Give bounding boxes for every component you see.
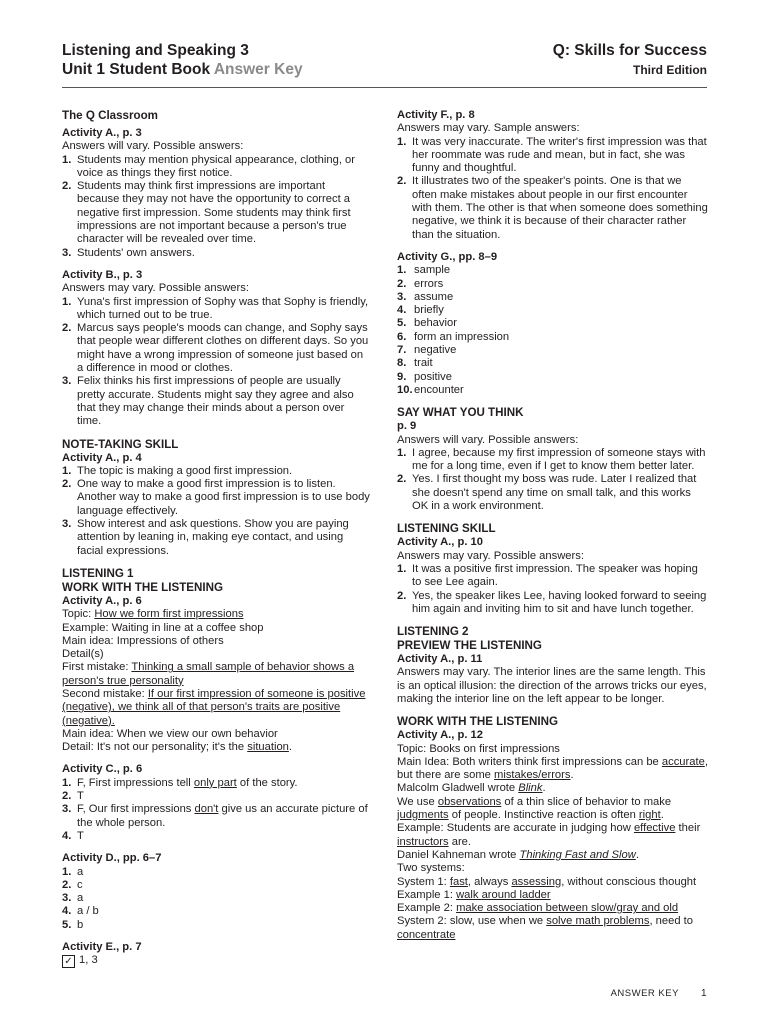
section-heading-note-taking: NOTE-TAKING SKILL (62, 437, 179, 451)
author-line (397, 782, 709, 795)
edition-label: Third Edition (633, 63, 707, 77)
answer-list (62, 777, 370, 843)
item-text: Felix thinks his first impressions of people are usually pretty accurate. Students might say they agree and also that they may change their minds about a person over time. (77, 375, 354, 428)
line-answer: right (638, 809, 661, 822)
activity-label: Activity B., p. 3 (62, 268, 143, 281)
item-text: T (77, 829, 84, 842)
list-item (62, 322, 370, 375)
line-answer: walk around ladder (456, 888, 551, 901)
item-number: 4. (62, 829, 72, 842)
example-line (397, 822, 709, 849)
item-number: 7. (397, 344, 407, 357)
first-mistake-line (62, 661, 370, 688)
item-text: behavior (414, 317, 457, 330)
line-text: , but there are some (397, 755, 708, 782)
details-line: Detail(s) (62, 648, 104, 661)
answer-list (62, 296, 370, 429)
item-number: 3. (62, 518, 72, 531)
section-heading-listening-2: LISTENING 2 (397, 625, 469, 639)
unit-title-main: Unit 1 Student Book (62, 61, 211, 78)
item-number: 4. (62, 905, 72, 918)
list-item (62, 919, 370, 932)
line-text: System 1: (397, 875, 450, 888)
list-item (397, 447, 709, 474)
list-item (62, 180, 370, 246)
line-text: Main Idea: Both writers think first impressions can be (397, 755, 662, 768)
list-item (397, 317, 709, 330)
item-text: F, First impressions tell (77, 776, 194, 789)
page-number: 1 (700, 988, 707, 999)
first-mistake-answer: Thinking a small sample of behavior shows a person's true personality (62, 661, 355, 687)
item-text: form an impression (414, 330, 510, 343)
item-text: F, Our first impressions (77, 803, 195, 816)
activity-label: Activity A., p. 10 (397, 536, 484, 549)
item-number: 1. (397, 446, 407, 459)
item-number: 3. (62, 892, 72, 905)
item-text: T (77, 790, 84, 803)
section-heading-say-what-you-think: SAY WHAT YOU THINK (397, 406, 524, 420)
line-answer: mistakes/errors (494, 769, 571, 782)
book-title-answer: Blink (518, 782, 543, 795)
line-text: their (675, 822, 701, 835)
item-text: Students' own answers. (77, 246, 195, 259)
activity-label: Activity A., p. 3 (62, 127, 142, 139)
list-item (397, 590, 709, 617)
line-text: Example 2: (397, 902, 457, 915)
list-item (397, 563, 709, 590)
list-item (62, 478, 370, 518)
answer-list (397, 136, 709, 242)
line-text: System 2: slow, use when we (397, 915, 547, 928)
list-item (397, 264, 709, 277)
section-heading-q-classroom: The Q Classroom (62, 109, 158, 122)
list-item (62, 375, 370, 428)
line-text: Daniel Kahneman wrote (397, 848, 520, 861)
list-item (397, 473, 709, 513)
example-1-line (397, 889, 709, 902)
page-header-left (62, 41, 303, 79)
item-answer: only part (193, 776, 237, 789)
line-answer: solve math problems (546, 915, 650, 928)
item-text: Yuna's first impression of Sophy was that Sophy is friendly, which turned out to be true. (77, 295, 369, 321)
item-number: 10. (397, 383, 413, 396)
list-item (397, 344, 709, 357)
system-1-line (397, 876, 709, 889)
line-text: . (635, 848, 639, 861)
item-number: 1. (62, 464, 72, 477)
line-text: . (542, 782, 546, 795)
item-number: 2. (397, 277, 407, 290)
line-answer: accurate (661, 755, 705, 768)
list-item (62, 830, 370, 843)
topic-line: Topic: Books on first impressions (397, 742, 560, 755)
item-text: The topic is making a good first impression. (77, 464, 293, 477)
item-number: 5. (397, 317, 407, 330)
line-answer: make association between slow/gray and old (456, 902, 679, 915)
item-number: 8. (397, 357, 407, 370)
detail-text: Detail: It's not our personality; it's the (62, 741, 248, 754)
book-title-answer: Thinking Fast and Slow (519, 848, 636, 861)
item-text: Yes. I first thought my boss was rude. Later I realized that she doesn't spend any time on small talk, and this works OK in a work environment. (412, 473, 697, 513)
main-idea-line: Main idea: When we view our own behavior (62, 727, 278, 740)
item-text: Show interest and ask questions. Show you are paying attention by leaning in, making eye contact, and using facial expressions. (77, 518, 349, 557)
line-answer: fast (449, 875, 468, 888)
item-number: 1. (62, 776, 72, 789)
second-mistake-label: Second mistake: (62, 687, 148, 700)
activity-label: Activity F., p. 8 (397, 109, 475, 121)
list-item (62, 154, 370, 181)
answer-list (397, 264, 709, 397)
section-heading-listening-skill: LISTENING SKILL (397, 522, 496, 536)
item-number: 2. (62, 878, 72, 891)
item-text: b (77, 918, 84, 931)
line-text: are. (448, 835, 471, 848)
checkbox-answer: 1, 3 (79, 954, 98, 967)
list-item (62, 892, 370, 905)
answer-intro: Answers may vary. Sample answers: (397, 122, 580, 135)
example-2-line (397, 902, 709, 915)
list-item (62, 777, 370, 790)
item-number: 2. (62, 322, 72, 335)
item-text: errors (414, 277, 444, 290)
line-text: , need to (649, 915, 693, 928)
answer-list (62, 465, 370, 558)
item-text: trait (414, 357, 433, 370)
observation-line (397, 796, 709, 823)
list-item (397, 175, 709, 241)
item-text: It illustrates two of the speaker's points. One is that we often make mistakes about people in our first encounter with them. The other is that when someone does something negative, we think it is because of their character rather than the situation. (412, 175, 708, 241)
second-mistake-line (62, 688, 370, 728)
item-number: 3. (62, 803, 72, 816)
section-heading-listening-1: LISTENING 1 (62, 566, 134, 580)
item-text: Students may mention physical appearance, clothing, or voice as things they first notice. (77, 153, 355, 179)
list-item (62, 247, 370, 260)
line-text: . (660, 809, 664, 822)
list-item (397, 331, 709, 344)
item-number: 1. (62, 295, 72, 308)
list-item (397, 291, 709, 304)
section-subheading: WORK WITH THE LISTENING (62, 580, 224, 594)
item-number: 1. (62, 865, 72, 878)
item-text: of the story. (236, 776, 298, 789)
item-number: 1. (397, 135, 407, 148)
list-item (62, 296, 370, 323)
item-number: 2. (62, 478, 72, 491)
section-subheading: PREVIEW THE LISTENING (397, 639, 542, 653)
list-item (397, 357, 709, 370)
item-text: Yes, the speaker likes Lee, having looked forward to seeing him again and inviting him to sit and have lunch together. (412, 589, 707, 615)
activity-label: Activity A., p. 11 (397, 653, 483, 666)
answer-intro: Answers may vary. Possible answers: (397, 549, 584, 562)
line-text: of a thin slice of behavior to make (501, 795, 672, 808)
line-text: Malcolm Gladwell wrote (397, 782, 519, 795)
activity-label: Activity A., p. 6 (62, 594, 142, 607)
page-header-right (553, 41, 707, 80)
item-text: assume (414, 290, 454, 303)
example-line: Example: Waiting in line at a coffee shop (62, 621, 264, 634)
answer-intro: Answers will vary. Possible answers: (62, 140, 244, 153)
item-number: 4. (397, 304, 407, 317)
first-mistake-label: First mistake: (62, 661, 132, 674)
item-number: 6. (397, 330, 407, 343)
line-answer: observations (437, 795, 502, 808)
checkmark-icon: ✓ (62, 955, 75, 968)
section-heading-work-with-listening: WORK WITH THE LISTENING (397, 715, 559, 729)
line-answer: assessing (511, 875, 562, 888)
brand-title: Q: Skills for Success (552, 42, 707, 59)
right-column (397, 109, 709, 942)
answer-intro: Answers may vary. Possible answers: (62, 282, 249, 295)
list-item (62, 879, 370, 892)
list-item (62, 465, 370, 478)
line-text: , always (467, 875, 512, 888)
list-item (62, 803, 370, 830)
item-number: 1. (397, 264, 407, 277)
item-text: Marcus says people's moods can change, and Sophy says that people wear different clothes on different days. So you might have a wrong impression of someone just based on a difference in mood or clothes. (77, 322, 369, 375)
answer-list (397, 563, 709, 616)
item-text: a (77, 892, 84, 905)
list-item (62, 790, 370, 803)
line-answer: concentrate (397, 928, 456, 941)
item-number: 3. (397, 290, 407, 303)
left-column (62, 109, 370, 968)
item-number: 2. (397, 175, 407, 188)
item-text: a (77, 865, 84, 878)
activity-label: Activity G., pp. 8–9 (397, 250, 498, 263)
activity-label: Activity E., p. 7 (62, 941, 142, 954)
item-text: c (77, 878, 83, 891)
detail-punct: . (288, 741, 293, 754)
topic-label: Topic: (62, 608, 95, 621)
item-number: 3. (62, 375, 72, 388)
list-item (62, 518, 370, 558)
author-line (397, 849, 709, 862)
second-mistake-answer: If our first impression of someone is positive (negative), we think all of that person's traits are positive (negative). (62, 687, 366, 727)
list-item (397, 371, 709, 384)
item-number: 3. (62, 246, 72, 259)
page-footer (611, 988, 707, 999)
book-title: Listening and Speaking 3 (62, 42, 249, 59)
list-item (397, 136, 709, 176)
item-text: positive (414, 370, 452, 383)
detail-line (62, 741, 370, 754)
line-text: , without conscious thought (561, 875, 697, 888)
item-number: 2. (62, 790, 72, 803)
checkbox-answer-line (62, 954, 370, 968)
activity-label: Activity D., pp. 6–7 (62, 852, 162, 865)
line-answer: instructors (397, 835, 449, 848)
list-item (397, 304, 709, 317)
topic-answer: How we form first impressions (94, 608, 244, 621)
item-text: briefly (414, 304, 444, 317)
item-text: I agree, because my first impression of someone stays with me for a long time, even if I get to know them better later. (412, 446, 706, 473)
item-text: encounter (414, 383, 464, 396)
detail-answer: situation (247, 741, 289, 754)
line-answer: judgments (397, 809, 449, 822)
main-idea-line: Main idea: Impressions of others (62, 634, 224, 647)
activity-label: Activity A., p. 12 (397, 729, 484, 742)
item-text: give us an accurate picture of the whole person. (77, 803, 368, 829)
unit-title-answer-key: Answer Key (213, 61, 303, 78)
two-systems-line: Two systems: (397, 862, 465, 875)
item-text: It was a positive first impression. The speaker was hoping to see Lee again. (412, 562, 698, 589)
line-text: We use (397, 795, 438, 808)
line-text: . (570, 769, 574, 782)
footer-label: ANSWER KEY (610, 988, 679, 999)
item-number: 1. (62, 153, 72, 166)
activity-label: Activity A., p. 4 (62, 451, 142, 464)
item-number: 2. (397, 473, 407, 486)
item-number: 1. (397, 562, 407, 575)
item-number: 2. (397, 589, 407, 602)
list-item (62, 866, 370, 879)
item-text: One way to make a good first impression is to listen. Another way to make a good first impression is to use body language effectively. (77, 478, 370, 517)
system-2-line (397, 915, 709, 942)
activity-label: p. 9 (397, 420, 417, 433)
item-text: Students may think first impressions are important because they may not have the opportunity to correct a negative first impression. Some students may think first impressions are not important because a person's true character will be revealed over time. (77, 180, 351, 246)
item-number: 2. (62, 180, 72, 193)
header-rule (62, 87, 707, 88)
list-item (397, 384, 709, 397)
item-text: a / b (77, 905, 99, 918)
answer-intro: Answers will vary. Possible answers: (397, 433, 579, 446)
answer-list (62, 154, 370, 260)
item-answer: don't (194, 803, 219, 816)
answer-list (62, 866, 370, 932)
line-answer: effective (633, 822, 676, 835)
line-text: of people. Instinctive reaction is often (448, 809, 639, 822)
line-text: Example 1: (397, 888, 457, 901)
list-item (62, 905, 370, 918)
item-text: It was very inaccurate. The writer's first impression was that her roommate was rude and mean, but in fact, she was funny and thoughtful. (412, 135, 707, 175)
list-item (397, 278, 709, 291)
main-idea-line (397, 756, 709, 783)
item-number: 9. (397, 370, 407, 383)
answer-paragraph: Answers may vary. The interior lines are the same length. This is an optical illusion: the direction of the arrows tricks our eyes, making the interior line on the left appear to be longer. (397, 666, 707, 705)
item-text: sample (414, 264, 451, 277)
item-text: negative (414, 344, 457, 357)
answer-list (397, 447, 709, 513)
activity-label: Activity C., p. 6 (62, 763, 143, 776)
unit-title (62, 60, 303, 79)
item-number: 5. (62, 918, 72, 931)
topic-line (62, 608, 370, 621)
line-text: Example: Students are accurate in judging how (397, 822, 634, 835)
